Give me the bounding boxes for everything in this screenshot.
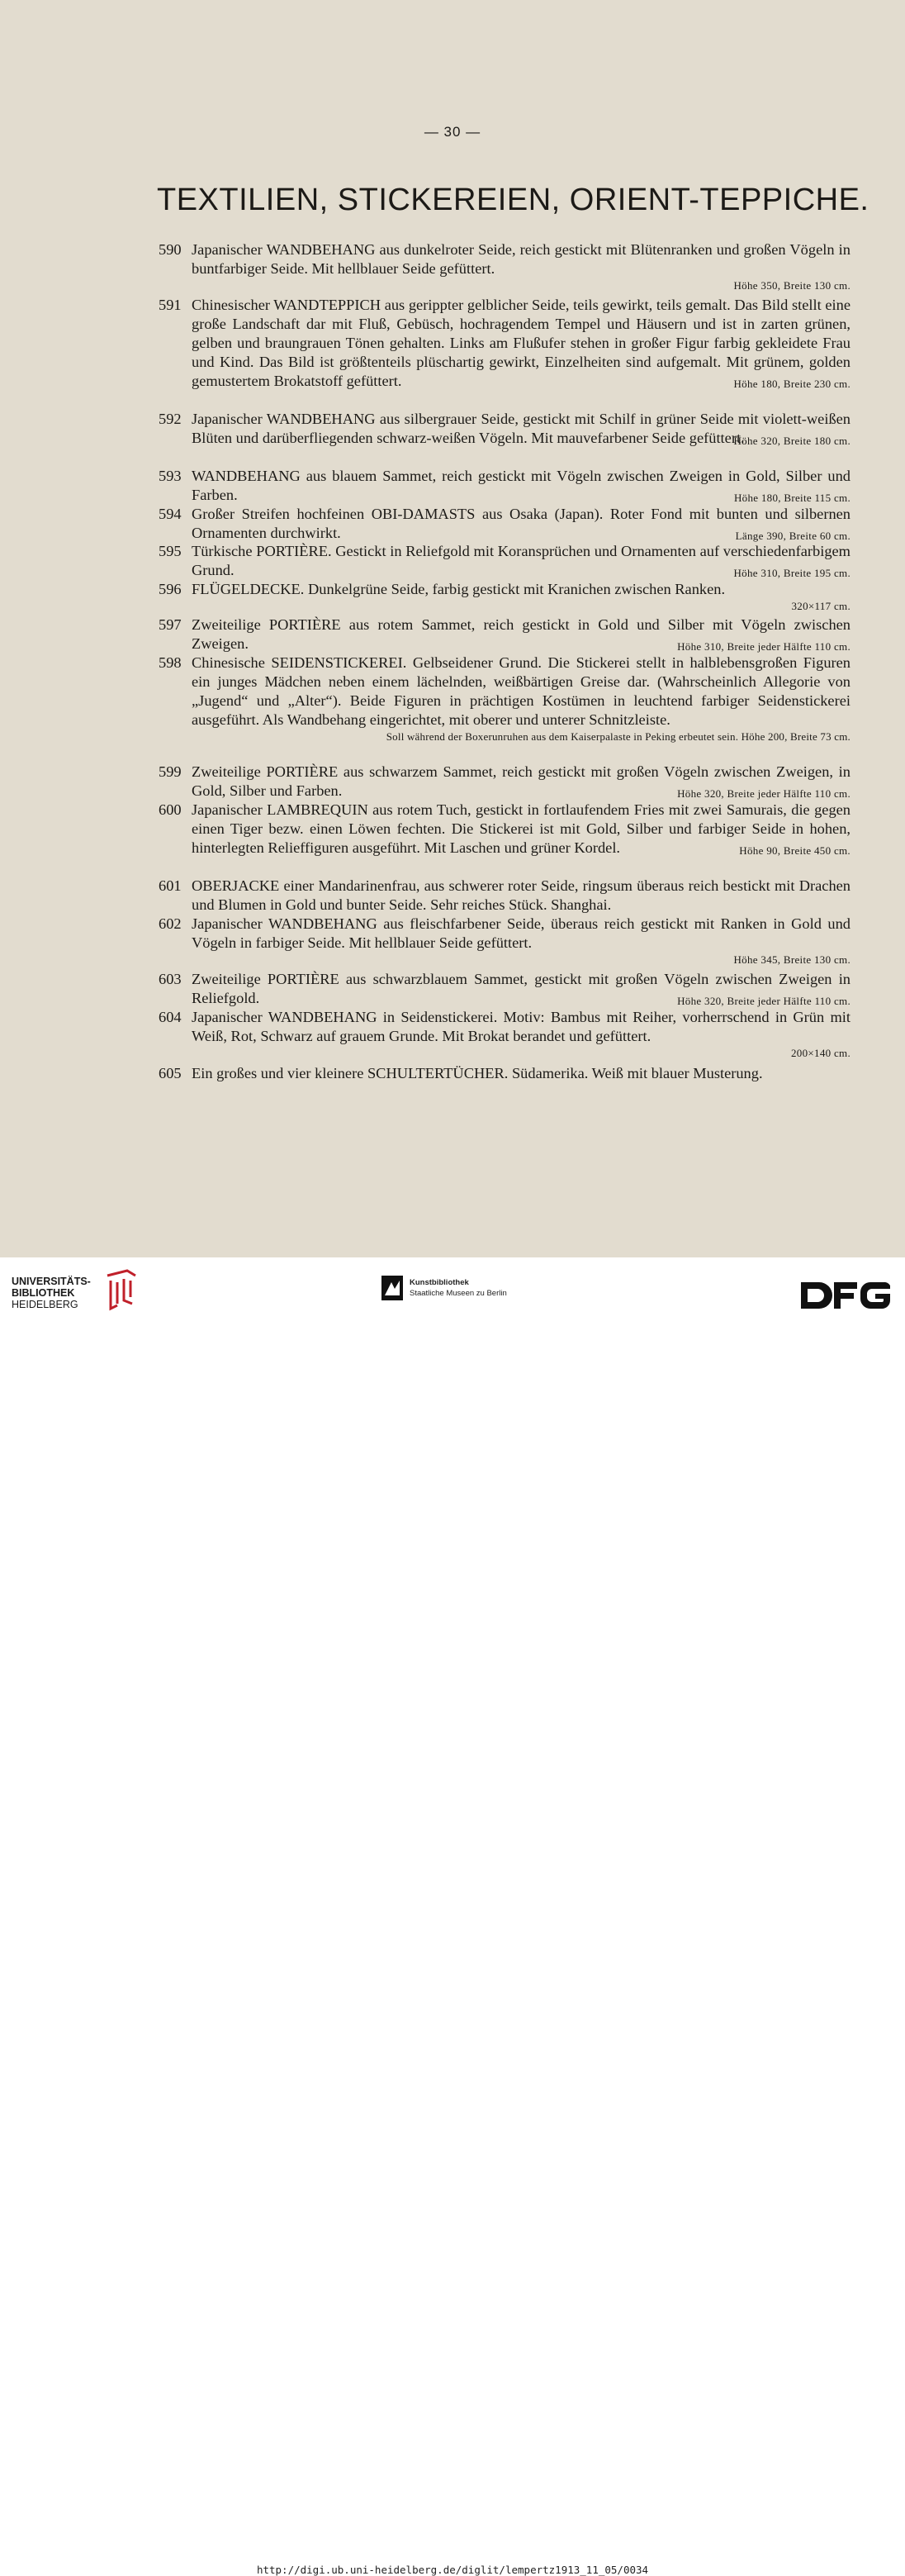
entry-text: Zweiteilige PORTIÈRE aus schwarzem Sammet, reich gestickt mit großen Vögeln zwischen Zweigen, in Gold, Silber und Farben. <box>192 763 851 800</box>
ub-name-line-3: HEIDELBERG <box>12 1299 78 1310</box>
entry-text: Chinesischer WANDTEPPICH aus gerippter gelblicher Seide, teils gewirkt, teils gemalt. Das Bild stellt eine große Landschaft dar mit Fluß, Gebüsch, hochragendem Tempel und Häusern und ist in zarten grünen, gelben und braungrauen Tönen gehalten. Links am Flußufer stehen in großer Figur farbig gekleidete Frau und Kind. Das Bild ist größtenteils plüschartig gewirkt, Einzelheiten sind aufgemalt. Mit grünem, golden gemustertem Brokatstoff gefüttert. <box>192 297 851 390</box>
entry-dimensions: Höhe 320, Breite jeder Hälfte 110 cm. <box>677 995 851 1008</box>
catalog-entry-598 <box>159 654 851 744</box>
entry-text: Zweiteilige PORTIÈRE aus rotem Sammet, reich gestickt in Gold und Silber mit Vögeln zwischen Zweigen. <box>192 616 851 653</box>
catalog-entry-601 <box>159 877 851 915</box>
entry-dimensions: Höhe 320, Breite 180 cm. <box>733 435 851 448</box>
entry-number: 601 <box>159 877 182 894</box>
entry-number: 600 <box>159 801 182 818</box>
entry-number: 597 <box>159 616 182 633</box>
entry-number: 599 <box>159 763 182 780</box>
entry-text: FLÜGELDECKE. Dunkelgrüne Seide, farbig gestickt mit Kranichen zwischen Ranken. <box>192 581 726 597</box>
scanned-page <box>0 0 905 1257</box>
entry-number: 604 <box>159 1009 182 1025</box>
entry-text: OBERJACKE einer Mandarinenfrau, aus schwerer roter Seide, ringsum überaus reich bestickt mit Drachen und Blumen in Gold und bunter Seide. Sehr reiches Stück. Shanghai. <box>192 877 851 914</box>
entry-dimensions: Länge 390, Breite 60 cm. <box>735 530 851 543</box>
catalog-entry-591 <box>159 296 851 391</box>
entry-dimensions: Höhe 345, Breite 130 cm. <box>733 953 851 967</box>
catalog-entry-602 <box>159 915 851 967</box>
entry-dimensions: Höhe 310, Breite jeder Hälfte 110 cm. <box>677 640 851 654</box>
catalog-entry-605 <box>159 1064 851 1083</box>
entry-text: Japanischer WANDBEHANG in Seidenstickerei. Motiv: Bambus mit Reiher, vorherrschend in Grün mit Weiß, Rot, Schwarz auf grauem Grunde. Mit Brokat berandet und gefüttert. <box>192 1009 851 1045</box>
catalog-entry-599 <box>159 763 851 801</box>
catalog-entry-590 <box>159 240 851 292</box>
entry-dimensions: Höhe 180, Breite 115 cm. <box>733 492 851 505</box>
entry-dimensions: Höhe 350, Breite 130 cm. <box>733 279 851 292</box>
entry-number: 593 <box>159 468 182 484</box>
dfg-logo[interactable] <box>801 1279 890 1312</box>
entry-text: Ein großes und vier kleinere SCHULTERTÜCHER. Südamerika. Weiß mit blauer Musterung. <box>192 1065 763 1081</box>
entry-text: Großer Streifen hochfeinen OBI-DAMASTS aus Osaka (Japan). Roter Fond mit bunten und silbernen Ornamenten durchwirkt. <box>192 506 851 542</box>
ub-name-line-2: BIBLIOTHEK <box>12 1287 75 1299</box>
footer-bar <box>0 1257 905 2576</box>
catalog-entry-597 <box>159 615 851 654</box>
entry-number: 602 <box>159 915 182 932</box>
university-library-logo[interactable] <box>12 1264 144 1315</box>
entry-dimensions: 200×140 cm. <box>790 1047 851 1060</box>
catalog-entry-592 <box>159 410 851 448</box>
catalog-entry-595 <box>159 542 851 580</box>
entry-number: 594 <box>159 506 182 522</box>
entry-number: 591 <box>159 297 182 313</box>
page-number: — 30 — <box>424 124 481 140</box>
entry-text: Zweiteilige PORTIÈRE aus schwarzblauem Sammet, gestickt mit großen Vögeln zwischen Zweigen in Reliefgold. <box>192 971 851 1007</box>
ub-name-line-1: UNIVERSITÄTS- <box>12 1276 91 1287</box>
entry-number: 605 <box>159 1065 182 1081</box>
entry-number: 598 <box>159 654 182 671</box>
catalog-entry-603 <box>159 970 851 1008</box>
entry-text: Chinesische SEIDENSTICKEREI. Gelbseidener Grund. Die Stickerei stellt in halblebensgroßen Figuren ein junges Mädchen neben einem lächelnden, weißbärtigen Greise dar. (Wahrscheinlich Allegorie von „Jugend“ und „Alter“). Beide Figuren in prächtigen Kostümen in leuchtend farbiger Seidenstickerei ausgeführt. Als Wandbehang eingerichtet, mit oberer und unterer Schnitzleiste. <box>192 654 851 729</box>
catalog-entry-596 <box>159 580 851 613</box>
entry-text: WANDBEHANG aus blauem Sammet, reich gestickt mit Vögeln zwischen Zweigen in Gold, Silber und Farben. <box>192 468 851 504</box>
kunstbibliothek-name: Kunstbibliothek <box>410 1278 469 1287</box>
page-title: TEXTILIEN, STICKEREIEN, ORIENT-TEPPICHE. <box>157 183 869 217</box>
ub-emblem-icon <box>102 1267 140 1312</box>
kunstbibliothek-subtitle: Staatliche Museen zu Berlin <box>410 1289 507 1298</box>
entry-number: 603 <box>159 971 182 987</box>
catalog-entry-604 <box>159 1008 851 1060</box>
entry-number: 590 <box>159 241 182 258</box>
kunstbibliothek-emblem-icon <box>381 1276 403 1300</box>
entry-text: Japanischer WANDBEHANG aus fleischfarbener Seide, überaus reich gestickt mit Ranken in Gold und Vögeln in farbiger Seide. Mit hellblauer Seide gefüttert. <box>192 915 851 952</box>
entry-text: Türkische PORTIÈRE. Gestickt in Reliefgold mit Koransprüchen und Ornamenten auf verschiedenfarbigem Grund. <box>192 543 851 579</box>
entry-dimensions: Höhe 310, Breite 195 cm. <box>733 567 851 580</box>
kunstbibliothek-logo[interactable] <box>381 1274 547 1307</box>
entry-dimensions: 320×117 cm. <box>791 600 851 613</box>
entry-text: Japanischer WANDBEHANG aus silbergrauer Seide, gestickt mit Schilf in grüner Seide mit violett-weißen Blüten und darüberfliegenden schwarz-weißen Vögeln. Mit mauvefarbener Seide gefüttert. <box>192 411 851 447</box>
entry-dimensions: Höhe 180, Breite 230 cm. <box>733 378 851 391</box>
entry-text: Japanischer LAMBREQUIN aus rotem Tuch, gestickt in fortlaufendem Fries mit zwei Samurais, die gegen einen Tiger bezw. einen Löwen fechten. Die Stickerei ist mit Gold, Silber und farbiger Seide in hohen, hinterlegten Relieffiguren ausgeführt. Mit Laschen und grüner Kordel. <box>192 801 851 857</box>
entry-number: 595 <box>159 543 182 559</box>
entry-dimensions: Höhe 90, Breite 450 cm. <box>739 844 851 858</box>
entry-number: 596 <box>159 581 182 597</box>
catalog-entry-594 <box>159 505 851 543</box>
entry-provenance-note: Soll während der Boxerunruhen aus dem Kaiserpalaste in Peking erbeutet sein. Höhe 200, Breite 73 cm. <box>386 730 851 744</box>
catalog-entry-600 <box>159 801 851 858</box>
source-url[interactable]: http://digi.ub.uni-heidelberg.de/diglit/lempertz1913_11_05/0034 <box>256 2564 649 2576</box>
catalog-entry-593 <box>159 467 851 505</box>
entry-number: 592 <box>159 411 182 427</box>
entry-text: Japanischer WANDBEHANG aus dunkelroter Seide, reich gestickt mit Blütenranken und großen Vögeln in buntfarbiger Seide. Mit hellblauer Seide gefüttert. <box>192 241 851 278</box>
entry-dimensions: Höhe 320, Breite jeder Hälfte 110 cm. <box>677 787 851 801</box>
